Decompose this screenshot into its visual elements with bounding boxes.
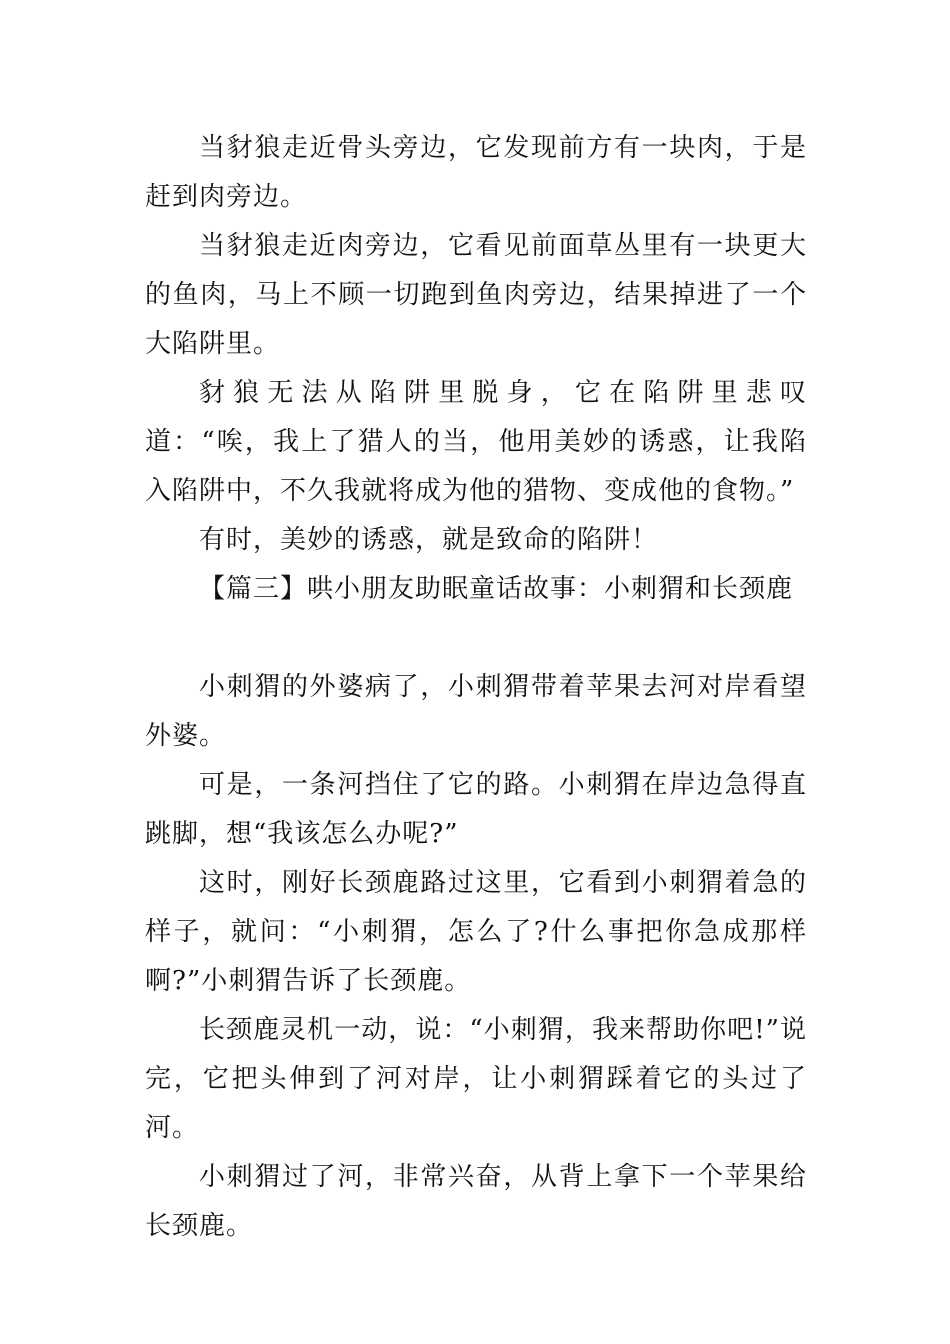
blank-line bbox=[145, 614, 807, 663]
section-heading: 【篇三】哄小朋友助眠童话故事：小刺猬和长颈鹿 bbox=[199, 574, 794, 604]
paragraph: 小刺猬过了河，非常兴奋，从背上拿下一个苹果给长颈鹿。 bbox=[145, 1162, 807, 1241]
paragraph: 这时，刚好长颈鹿路过这里，它看到小刺猬着急的样子，就问：“小刺猬，怎么了?什么事把你急成那样啊?”小刺猬告诉了长颈鹿。 bbox=[145, 868, 807, 996]
paragraph: 长颈鹿灵机一动，说：“小刺猬，我来帮助你吧!”说完，它把头伸到了河对岸，让小刺猬踩着它的头过了河。 bbox=[145, 1015, 807, 1143]
paragraph: 可是，一条河挡住了它的路。小刺猬在岸边急得直跳脚，想“我该怎么办呢?” bbox=[145, 770, 807, 849]
paragraph: 当豺狼走近骨头旁边，它发现前方有一块肉，于是赶到肉旁边。 bbox=[145, 133, 807, 212]
paragraph: 当豺狼走近肉旁边，它看见前面草丛里有一块更大的鱼肉，马上不顾一切跑到鱼肉旁边，结果掉进了一个大陷阱里。 bbox=[145, 231, 807, 359]
paragraph: 小刺猬的外婆病了，小刺猬带着苹果去河对岸看望外婆。 bbox=[145, 672, 807, 751]
document-body bbox=[145, 124, 807, 1251]
paragraph: 豺狼无法从陷阱里脱身，它在陷阱里悲叹道：“唉，我上了猎人的当，他用美妙的诱惑，让我陷入陷阱中，不久我就将成为他的猎物、变成他的食物。” bbox=[145, 378, 807, 506]
paragraph: 有时，美妙的诱惑，就是致命的陷阱！ bbox=[199, 525, 659, 555]
